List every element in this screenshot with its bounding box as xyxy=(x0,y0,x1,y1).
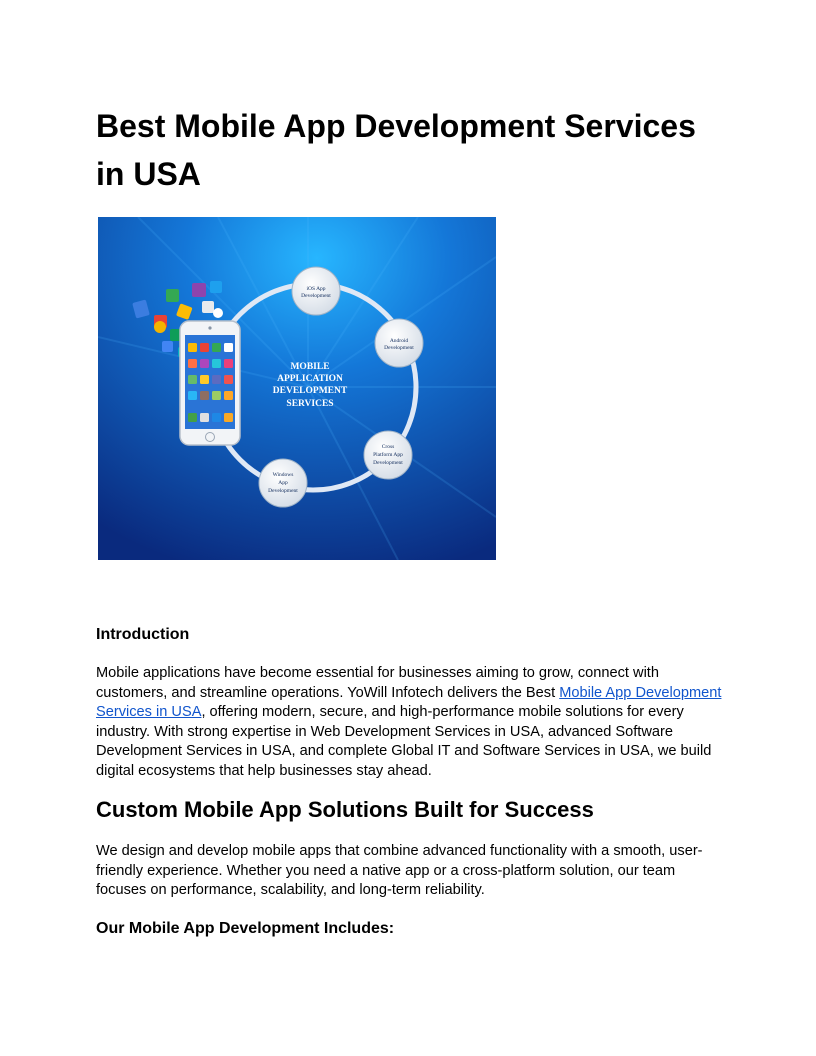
svg-text:Android: Android xyxy=(389,338,409,344)
svg-text:Platform App: Platform App xyxy=(373,452,403,458)
svg-text:Development: Development xyxy=(384,345,414,351)
service-circle-cross-platform xyxy=(364,431,412,479)
svg-text:APPLICATION: APPLICATION xyxy=(277,374,343,384)
service-circle-android xyxy=(375,319,423,367)
svg-text:Development: Development xyxy=(268,488,298,494)
svg-text:Development: Development xyxy=(301,293,331,299)
introduction-heading: Introduction xyxy=(96,626,190,643)
custom-solutions-paragraph: We design and develop mobile apps that combine advanced functionality with a smooth, user-friendly experience. Whether you need a native app or a cross-platform solution, our team focuses on performance, scalability, and long-term reliability. xyxy=(96,843,703,899)
svg-text:Cross: Cross xyxy=(381,444,395,450)
hero-illustration xyxy=(98,217,496,560)
intro-text-after: , offering modern, secure, and high-performance mobile solutions for every industry. With strong expertise in Web Development Services in USA, advanced Software Development Services in USA, and complete Global IT and Software Services in USA, we build digital ecosystems that help businesses stay ahead. xyxy=(96,704,712,779)
service-circle-ios xyxy=(292,267,340,315)
svg-text:iOS App: iOS App xyxy=(306,286,326,292)
svg-text:Windows: Windows xyxy=(272,472,294,478)
introduction-paragraph xyxy=(96,664,722,782)
intro-text-before: Mobile applications have become essential for businesses aiming to grow, connect with customers, and streamline operations. YoWill Infotech delivers the Best xyxy=(96,665,659,701)
includes-heading: Our Mobile App Development Includes: xyxy=(96,920,395,937)
svg-text:DEVELOPMENT: DEVELOPMENT xyxy=(272,386,348,396)
svg-text:App: App xyxy=(278,480,288,486)
svg-text:Development: Development xyxy=(373,460,403,466)
smartphone-icon xyxy=(180,321,240,445)
svg-text:MOBILE: MOBILE xyxy=(290,362,330,372)
page-title: Best Mobile App Development Services in USA xyxy=(96,108,696,192)
svg-text:SERVICES: SERVICES xyxy=(286,399,334,409)
service-circle-windows xyxy=(259,459,307,507)
custom-solutions-heading: Custom Mobile App Solutions Built for Success xyxy=(96,797,594,822)
mobile-app-services-link[interactable]: Mobile App Development Services in USA xyxy=(96,684,722,721)
